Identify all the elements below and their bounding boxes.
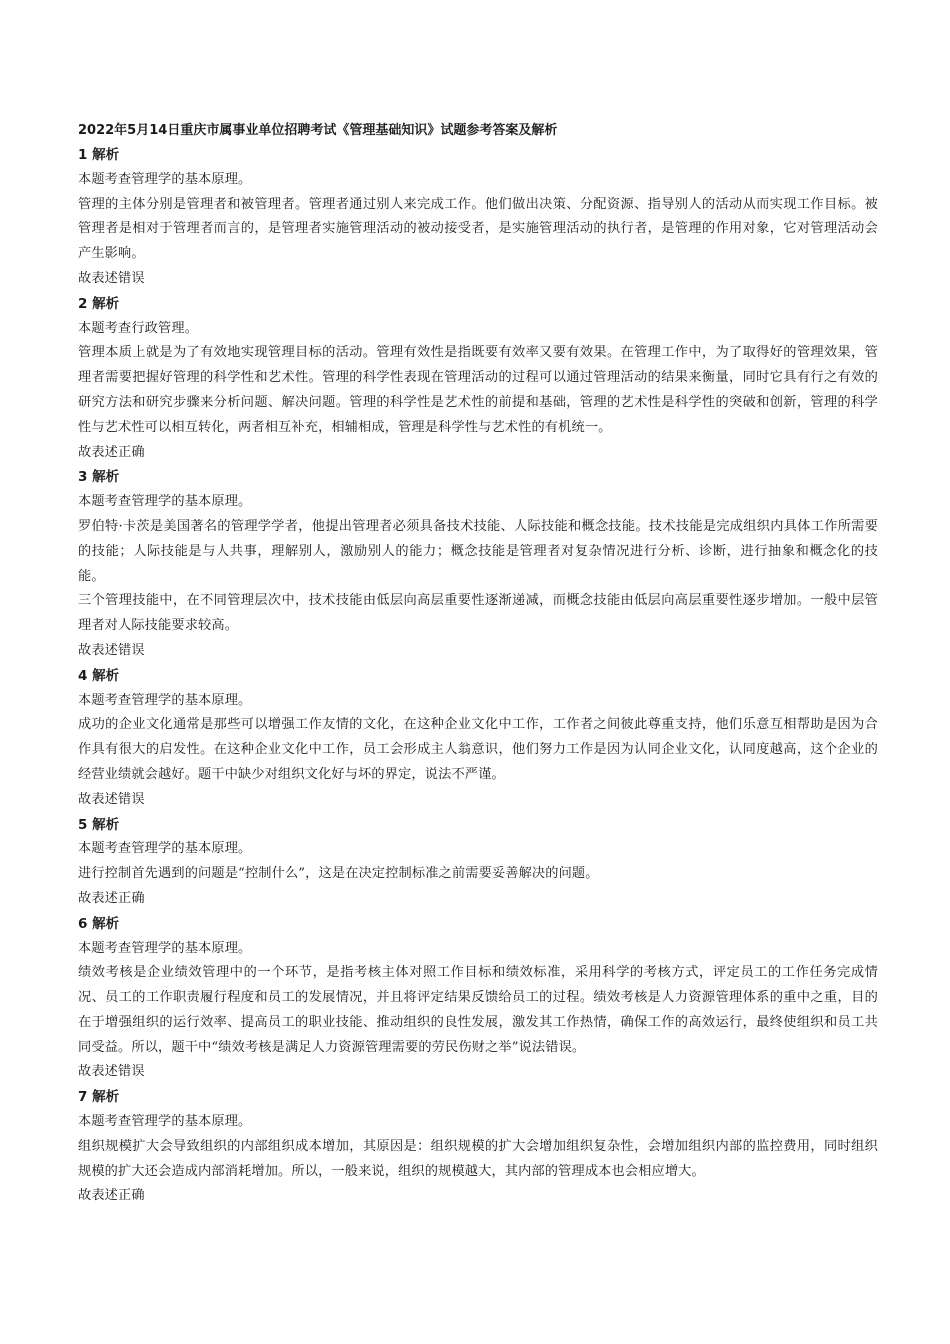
section-conclusion: 故表述错误 bbox=[78, 642, 145, 658]
section-topic: 本题考查管理学的基本原理。 bbox=[78, 841, 252, 857]
document-title: 2022年5月14日重庆市属事业单位招聘考试《管理基础知识》试题参考答案及解析 bbox=[78, 123, 558, 138]
section-topic: 本题考查行政管理。 bbox=[78, 320, 199, 336]
section-heading: 7 解析 bbox=[78, 1089, 120, 1106]
section-heading: 1 解析 bbox=[78, 147, 120, 163]
section-explanation: 管理的主体分别是管理者和被管理者。管理者通过别人来完成工作。他们做出决策、分配资源、指导别人的活动从而实现工作目标。被管理者是相对于管理者而言的，是管理者实施管理活动的被动接受者，是实施管理活动的执行者，是管理的作用对象，它对管理活动会产生影响。 bbox=[78, 196, 878, 262]
section-5 bbox=[78, 813, 878, 912]
section-3 bbox=[78, 465, 878, 663]
section-conclusion: 故表述错误 bbox=[78, 1064, 145, 1080]
section-conclusion: 故表述正确 bbox=[78, 890, 145, 906]
section-explanation: 成功的企业文化通常是那些可以增强工作友情的文化，在这种企业文化中工作，工作者之间彼此尊重支持，他们乐意互相帮助是因为合作具有很大的启发性。在这种企业文化中工作，员工会形成主人翁意识，他们努力工作是因为认同企业文化，认同度越高，这个企业的经营业绩就会越好。题干中缺少对组织文化好与坏的界定，说法不严谨。 bbox=[78, 717, 878, 782]
section-topic: 本题考查管理学的基本原理。 bbox=[78, 692, 252, 708]
section-heading: 6 解析 bbox=[78, 915, 120, 932]
section-topic: 本题考查管理学的基本原理。 bbox=[78, 940, 252, 956]
section-4 bbox=[78, 664, 878, 813]
section-heading: 2 解析 bbox=[78, 295, 120, 312]
section-heading: 3 解析 bbox=[78, 469, 120, 486]
section-explanation: 管理本质上就是为了有效地实现管理目标的活动。管理有效性是指既要有效率又要有效果。在管理工作中，为了取得好的管理效果，管理者需要把握好管理的科学性和艺术性。管理的科学性表现在管理活动的过程可以通过管理活动的结果来衡量，同时它具有行之有效的研究方法和研究步骤来分析问题、解决问题。管理的科学性是艺术性的前提和基础，管理的艺术性是科学性的突破和创新，管理的科学性与艺术性可以相互转化，两者相互补充，相辅相成，管理是科学性与艺术性的有机统一。 bbox=[78, 345, 878, 435]
section-explanation: 进行控制首先遇到的问题是“控制什么”，这是在决定控制标准之前需要妥善解决的问题。 bbox=[78, 866, 599, 882]
section-explanation: 绩效考核是企业绩效管理中的一个环节，是指考核主体对照工作目标和绩效标准，采用科学的考核方式，评定员工的工作任务完成情况、员工的工作职责履行程度和员工的发展情况，并且将评定结果反馈给员工的过程。绩效考核是人力资源管理体系的重中之重，目的在于增强组织的运行效率、提高员工的职业技能、推动组织的良性发展，激发其工作热情，确保工作的高效运行，最终使组织和员工共同受益。所以，题干中“绩效考核是满足人力资源管理需要的劳民伤财之举”说法错误。 bbox=[78, 965, 878, 1055]
section-conclusion: 故表述错误 bbox=[78, 791, 145, 807]
section-conclusion: 故表述正确 bbox=[78, 444, 145, 460]
section-topic: 本题考查管理学的基本原理。 bbox=[78, 1114, 252, 1130]
section-7 bbox=[78, 1085, 878, 1209]
section-topic: 本题考查管理学的基本原理。 bbox=[78, 494, 252, 510]
section-conclusion: 故表述正确 bbox=[78, 1188, 145, 1204]
section-2 bbox=[78, 292, 878, 466]
section-conclusion: 故表述错误 bbox=[78, 270, 145, 286]
section-explanation: 组织规模扩大会导致组织的内部组织成本增加，其原因是：组织规模的扩大会增加组织复杂性，会增加组织内部的监控费用，同时组织规模的扩大还会造成内部消耗增加。所以，一般来说，组织的规模越大，其内部的管理成本也会相应增大。 bbox=[78, 1138, 878, 1179]
section-heading: 4 解析 bbox=[78, 667, 120, 684]
section-heading: 5 解析 bbox=[78, 816, 120, 833]
section-6 bbox=[78, 912, 878, 1086]
section-1 bbox=[78, 143, 878, 292]
section-topic: 本题考查管理学的基本原理。 bbox=[78, 171, 252, 187]
section-explanation: 罗伯特·卡茨是美国著名的管理学学者，他提出管理者必须具备技术技能、人际技能和概念技能。技术技能是完成组织内具体工作所需要的技能；人际技能是与人共事，理解别人，激励别人的能力；概念技能是管理者对复杂情况进行分析、诊断，进行抽象和概念化的技能。 bbox=[78, 518, 878, 584]
section-explanation-2: 三个管理技能中，在不同管理层次中，技术技能由低层向高层重要性逐渐递减，而概念技能由低层向高层重要性逐步增加。一般中层管理者对人际技能要求较高。 bbox=[78, 593, 878, 634]
